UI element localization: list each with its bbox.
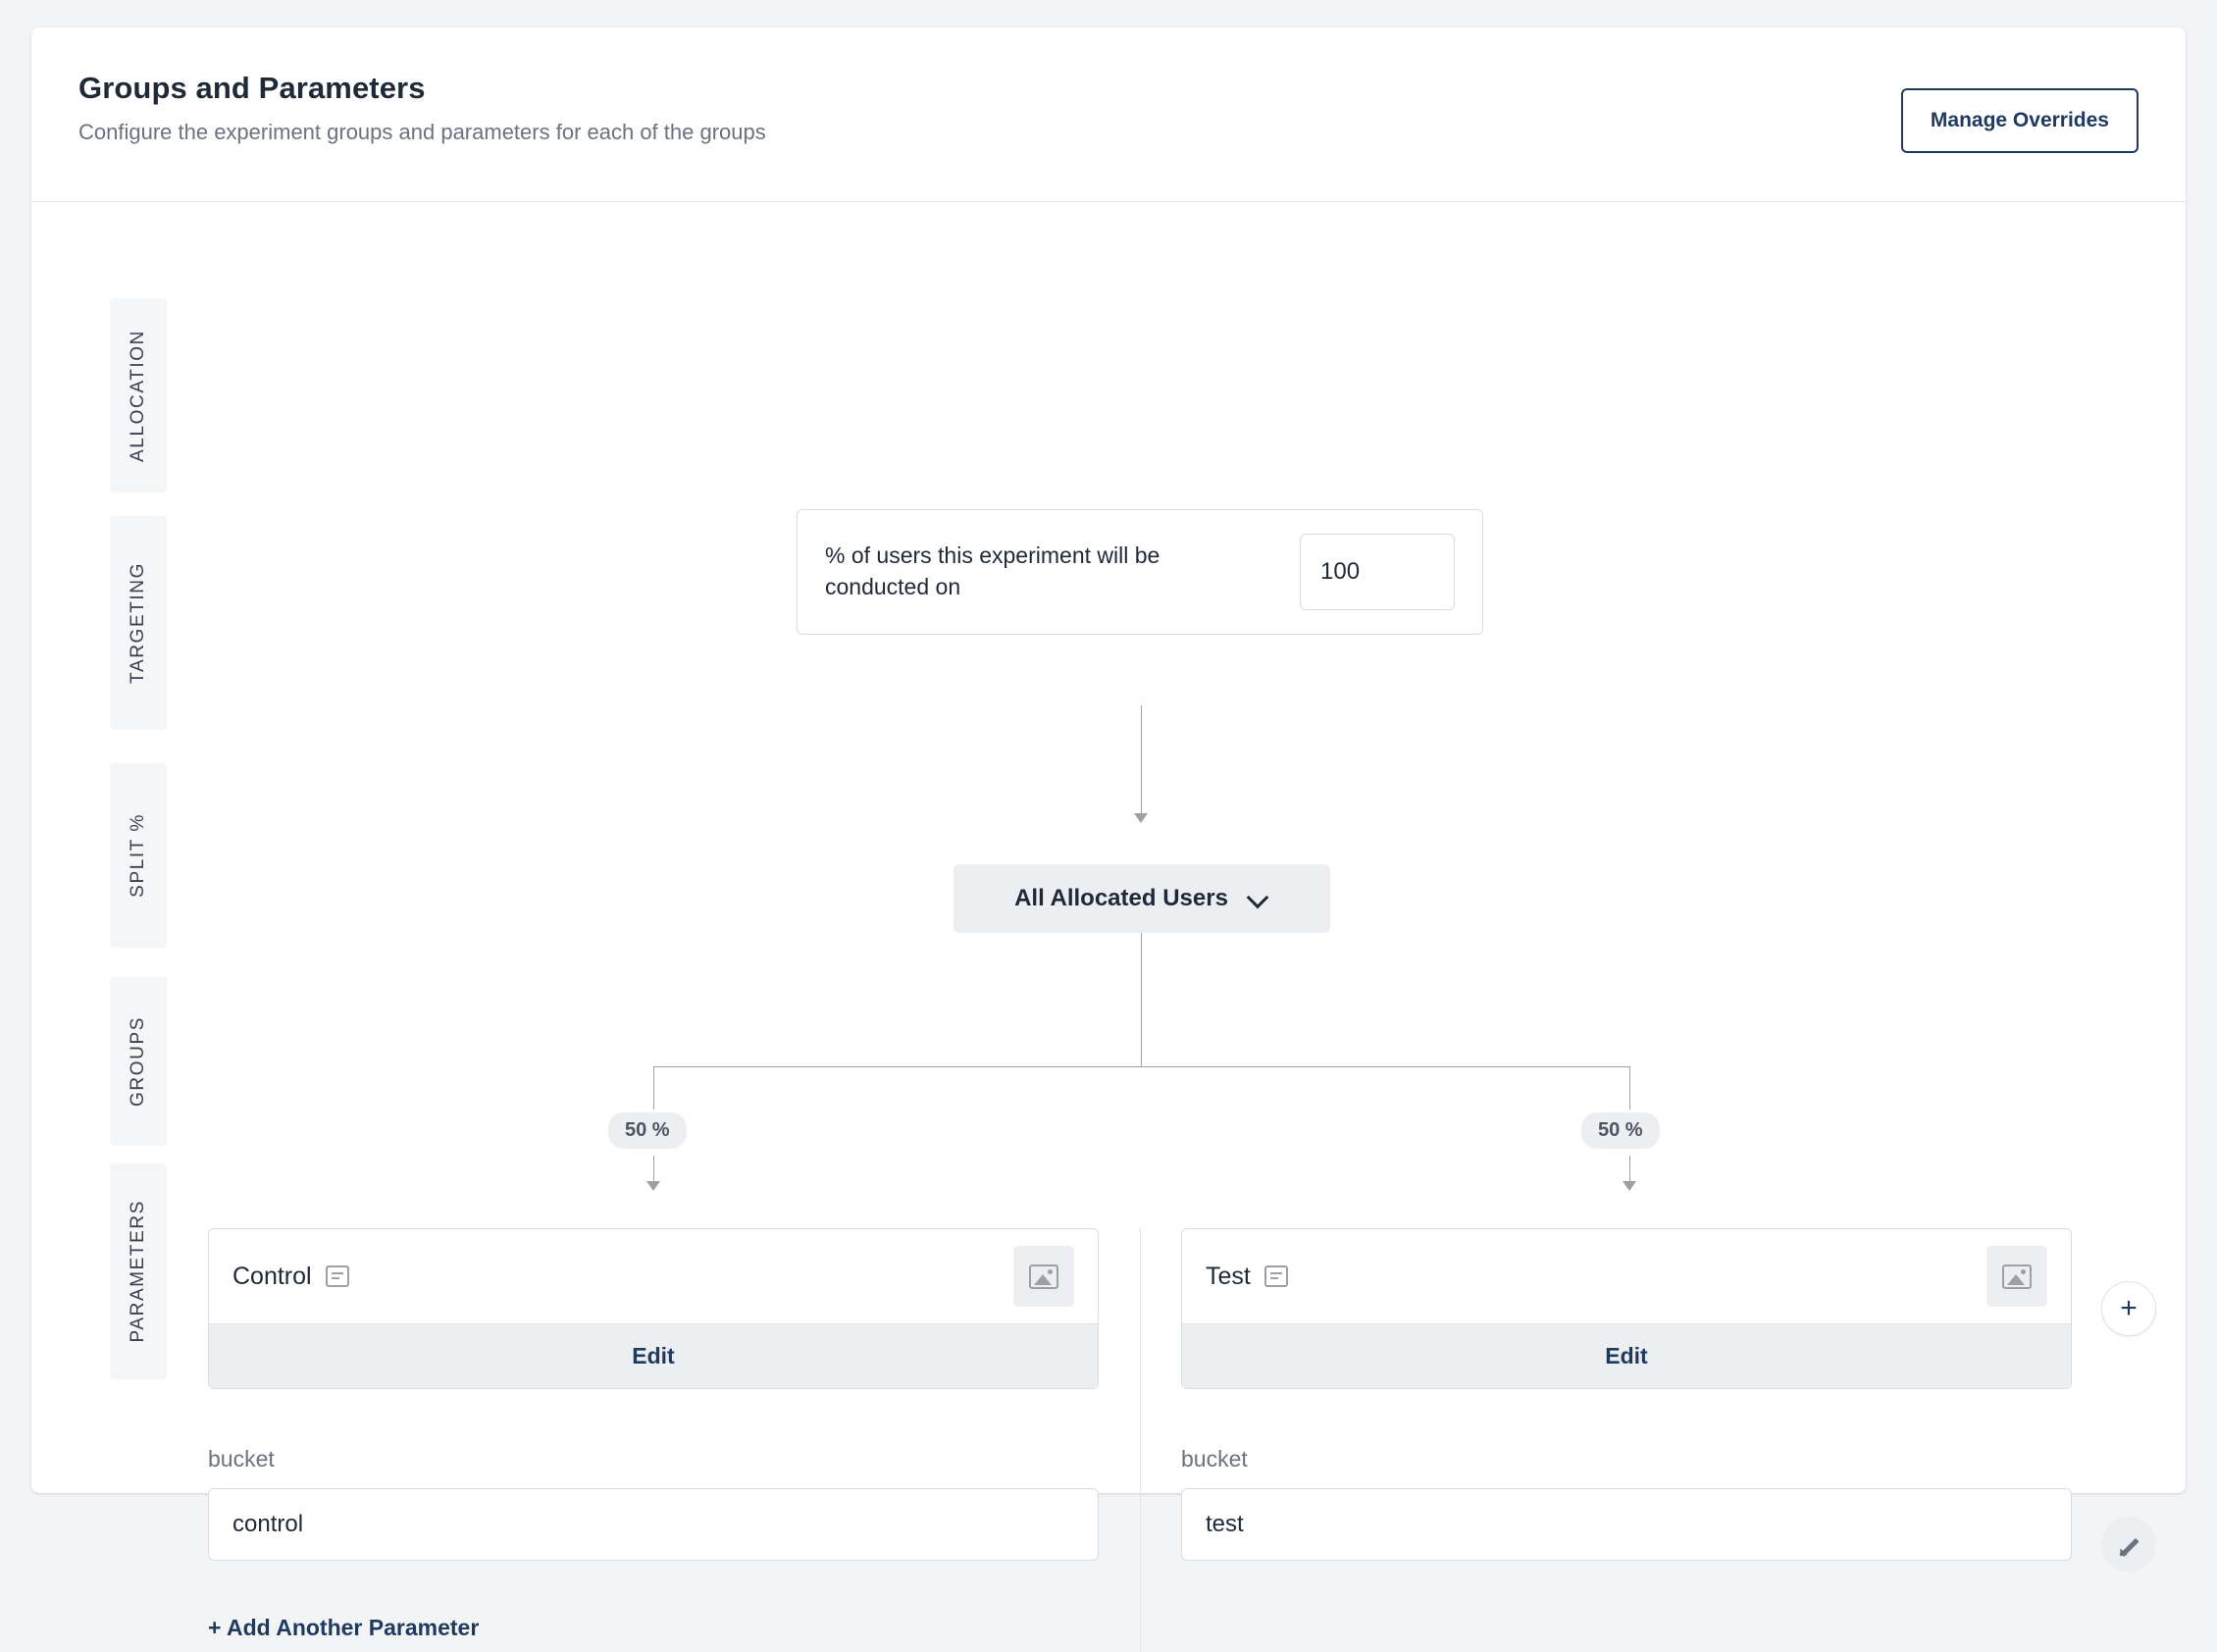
connector-split-horizontal [653,1066,1629,1067]
connector-split-left-bottom [653,1156,654,1183]
connector-split-right-bottom [1629,1156,1630,1183]
targeting-audience-dropdown[interactable] [954,864,1330,933]
group-card-header [1182,1229,2071,1323]
allocation-box [797,509,1483,635]
rail-split-label: SPLIT % [128,813,148,898]
manage-overrides-button[interactable]: Manage Overrides [1901,88,2139,153]
split-percent-left[interactable]: 50 % [608,1112,687,1149]
plus-icon: + [2120,1292,2138,1324]
group-column-divider [1140,1228,1141,1652]
parameter-value-input[interactable] [208,1488,1099,1561]
group-edit-button[interactable]: Edit [1182,1323,2071,1388]
image-icon-button[interactable] [1986,1246,2047,1307]
connector-arrow-group-1 [1623,1181,1636,1191]
connector-targeting-split [1141,933,1142,1066]
connector-allocation-targeting [1141,705,1142,813]
rail-parameters-label: PARAMETERS [128,1200,148,1343]
parameter-column [208,1446,1099,1561]
group-card-header [209,1229,1098,1323]
chevron-down-icon [1250,889,1269,908]
connector-arrow-targeting [1134,813,1148,823]
add-group-button[interactable] [2101,1281,2156,1336]
rail-split [110,763,167,948]
group-name: Test [1206,1262,1251,1290]
card-header [31,27,2186,202]
add-parameter-button[interactable]: + Add Another Parameter [208,1615,480,1640]
rail-allocation-label: ALLOCATION [128,329,148,462]
allocation-percent-input[interactable] [1300,534,1455,610]
rail-targeting [110,516,167,730]
image-icon-button[interactable] [1013,1246,1074,1307]
rail-targeting-label: TARGETING [128,562,148,684]
page-subtitle: Configure the experiment groups and parameters for each of the groups [78,120,766,144]
group-card [208,1228,1099,1389]
pencil-icon [2117,1532,2140,1556]
split-percent-right[interactable]: 50 % [1581,1112,1660,1149]
diagram-body [31,202,2186,1640]
parameter-column [1181,1446,2072,1561]
connector-split-right-top [1629,1066,1630,1110]
group-name: Control [232,1262,312,1290]
targeting-audience-label: All Allocated Users [1014,885,1228,911]
rail-groups-label: GROUPS [128,1016,148,1107]
allocation-label: % of users this experiment will be conducted on [825,542,1160,599]
rail-allocation [110,298,167,492]
connector-arrow-group-0 [646,1181,660,1191]
image-icon [1029,1265,1058,1289]
group-card [1181,1228,2072,1389]
group-edit-button[interactable]: Edit [209,1323,1098,1388]
note-icon[interactable] [326,1265,349,1287]
groups-parameters-card [31,27,2186,1640]
image-icon [2002,1265,2032,1289]
edit-parameters-button[interactable] [2101,1517,2156,1572]
rail-groups [110,977,167,1146]
parameter-label: bucket [208,1446,275,1471]
parameter-label: bucket [1181,1446,1248,1471]
rail-parameters [110,1163,167,1379]
note-icon[interactable] [1264,1265,1288,1287]
connector-split-left-top [653,1066,654,1110]
page-title: Groups and Parameters [78,71,426,105]
parameter-value-input[interactable] [1181,1488,2072,1561]
